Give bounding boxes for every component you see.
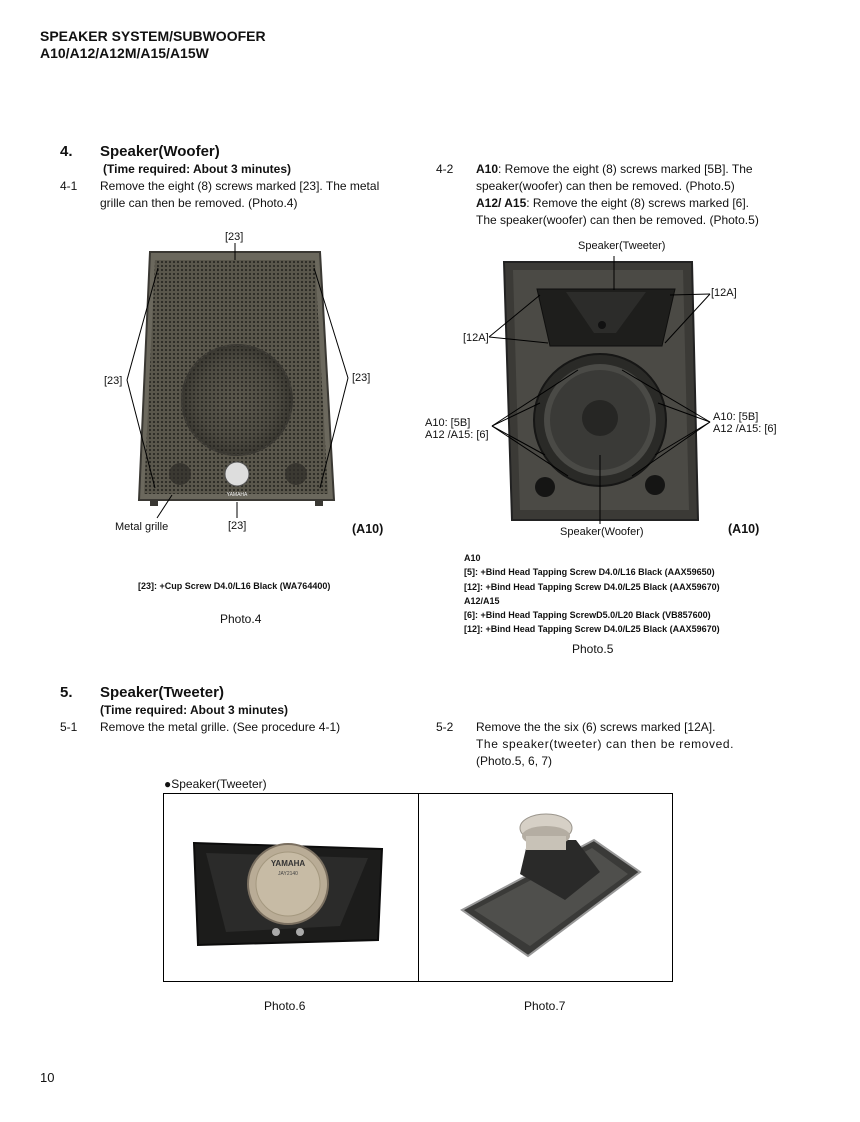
parts-line: [6]: +Bind Head Tapping ScrewD5.0/L20 Black (VB857600): [464, 610, 711, 621]
step-4-2-text-line4: The speaker(woofer) can then be removed. (Photo.5): [476, 213, 759, 227]
section-5-title: Speaker(Tweeter): [100, 684, 224, 701]
step-4-2-number: 4-2: [436, 162, 454, 176]
step-4-1-text-line1: Remove the eight (8) screws marked [23]. The metal: [100, 179, 380, 193]
photo-5-label-tweeter: Speaker(Tweeter): [578, 240, 666, 252]
photo-7-tweeter-angled-image: [419, 794, 672, 981]
step-4-2-a12-text: : Remove the eight (8) screws marked [6].: [526, 196, 749, 210]
step-4-1-text-line2: grille can then be removed. (Photo.4): [100, 196, 298, 210]
parts-line: A12/A15: [464, 595, 500, 606]
step-5-2-text-line3: (Photo.5, 6, 7): [476, 754, 553, 768]
a10-label: A10: [476, 162, 499, 176]
photo-4-model: (A10): [352, 522, 384, 536]
tweeter-photo-heading-label: Speaker(Tweeter): [171, 777, 267, 791]
photo-7-caption: Photo.7: [524, 999, 566, 1013]
step-5-1-number: 5-1: [60, 720, 78, 734]
photo-5-model: (A10): [728, 522, 760, 536]
photo-4-label-metal-grille: Metal grille: [115, 521, 169, 533]
photo-5-label-screws-left: [425, 417, 489, 441]
parts-line: [5]: +Bind Head Tapping Screw D4.0/L16 Black (AAX59650): [464, 567, 715, 578]
step-5-2-number: 5-2: [436, 720, 454, 734]
parts-line: [12]: +Bind Head Tapping Screw D4.0/L25 Black (AAX59670): [464, 581, 720, 592]
photo-4-label-top: [23]: [225, 231, 244, 243]
photo-4-label-bottom: [23]: [228, 520, 247, 532]
photo-4-label-left: [23]: [104, 375, 123, 387]
step-5-1-text: Remove the metal grille. (See procedure 4-1): [100, 720, 341, 734]
photo-5-parts-list: [464, 551, 720, 637]
step-5-2-text-line1: Remove the the six (6) screws marked [12A].: [476, 720, 716, 734]
parts-line: [12]: +Bind Head Tapping Screw D4.0/L25 Black (AAX59670): [464, 624, 720, 635]
step-4-1-number: 4-1: [60, 179, 78, 193]
photo-5-label-right-a12: A12 /A15: [6]: [713, 423, 777, 435]
section-4-time: (Time required: About 3 minutes): [103, 162, 292, 176]
photo-5-caption: Photo.5: [572, 642, 614, 656]
tweeter-model-text: JAY2140: [278, 871, 298, 877]
step-4-2-text-line1: [476, 161, 753, 178]
photo-6-tweeter-front-image: [164, 794, 417, 981]
parts-line: A10: [464, 553, 481, 563]
photo-5-speaker-open-image: [420, 240, 790, 540]
step-4-2-text-line2: speaker(woofer) can then be removed. (Photo.5): [476, 179, 735, 193]
step-5-2-text-line2: The speaker(tweeter) can then be removed.: [476, 737, 735, 751]
a12-a15-label: A12/ A15: [476, 196, 527, 210]
photo-4-caption: Photo.4: [220, 612, 262, 626]
step-4-2-a10-text: : Remove the eight (8) screws marked [5B]. The: [498, 162, 753, 176]
section-4-title: Speaker(Woofer): [100, 143, 220, 160]
photo-5-label-12a-right: [12A]: [711, 287, 737, 299]
photo-5-label-screws-right: [713, 411, 777, 435]
page-number: 10: [40, 1070, 55, 1085]
photo-4-label-right: [23]: [352, 372, 371, 384]
photo-5-label-left-a12: A12 /A15: [6]: [425, 429, 489, 441]
photo-5-label-woofer: Speaker(Woofer): [560, 526, 644, 538]
yamaha-badge-text: YAMAHA: [226, 492, 248, 498]
photo-4-parts-list: [23]: +Cup Screw D4.0/L16 Black (WA764400): [138, 581, 331, 591]
bullet-icon: ●: [164, 777, 172, 791]
tweeter-photo-heading: [164, 777, 267, 791]
photo-6-caption: Photo.6: [264, 999, 306, 1013]
photo-5-label-left-a10: A10: [5B]: [425, 417, 471, 429]
photo-5-label-12a-left: [12A]: [463, 332, 489, 344]
tweeter-brand-text: YAMAHA: [270, 859, 306, 868]
step-4-2-text-line3: [476, 195, 749, 212]
section-4-number: 4.: [60, 143, 73, 160]
section-5-time: (Time required: About 3 minutes): [100, 703, 289, 717]
doc-header-title: SPEAKER SYSTEM/SUBWOOFER: [40, 28, 266, 44]
doc-header-models: A10/A12/A12M/A15/A15W: [40, 45, 209, 61]
section-5-number: 5.: [60, 684, 73, 701]
photo-5-label-right-a10: A10: [5B]: [713, 411, 759, 423]
